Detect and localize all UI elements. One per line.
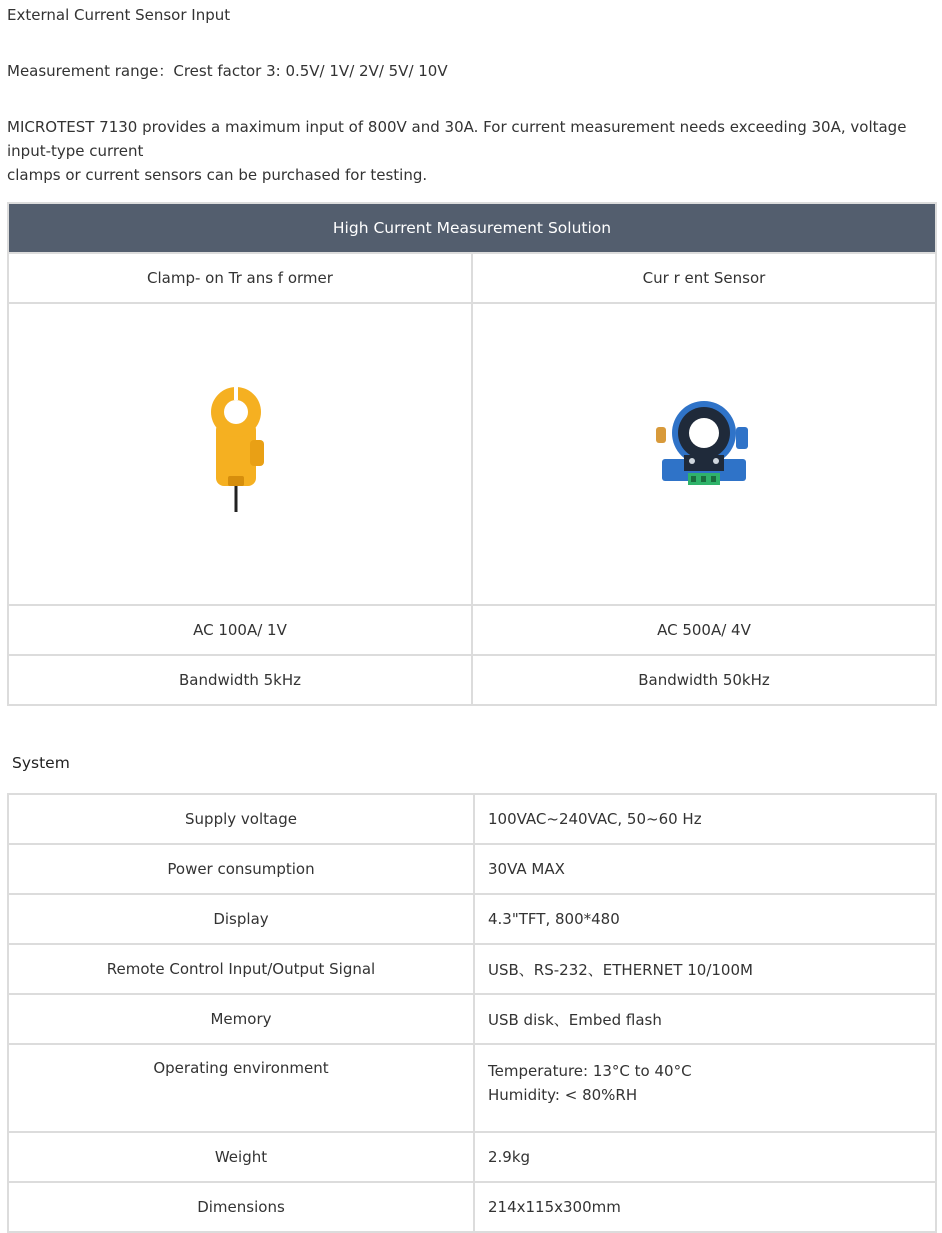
spec-value: 214x115x300mm bbox=[474, 1182, 936, 1232]
spec-key: Display bbox=[8, 894, 474, 944]
spec-row-remote-control bbox=[8, 944, 936, 994]
high-current-header: High Current Measurement Solution bbox=[8, 203, 936, 253]
sensor-spec-cell: AC 500A/ 4V bbox=[472, 605, 936, 655]
spec-row-memory bbox=[8, 994, 936, 1044]
clamp-image-cell bbox=[8, 303, 472, 605]
measurement-range: Measurement range：Crest factor 3: 0.5V/ 1V/ 2V/ 5V/ 10V bbox=[7, 62, 448, 80]
clamp-spec-cell: AC 100A/ 1V bbox=[8, 605, 472, 655]
description bbox=[7, 115, 927, 187]
spec-row-dimensions bbox=[8, 1182, 936, 1232]
spec-value: 30VA MAX bbox=[474, 844, 936, 894]
description-line-2: input-type current bbox=[7, 142, 144, 160]
clamp-transformer-image bbox=[200, 382, 280, 522]
clamp-bandwidth-cell: Bandwidth 5kHz bbox=[8, 655, 472, 705]
spec-key: Power consumption bbox=[8, 844, 474, 894]
spec-key: Weight bbox=[8, 1132, 474, 1182]
sensor-bandwidth-cell: Bandwidth 50kHz bbox=[472, 655, 936, 705]
spec-value bbox=[474, 1044, 936, 1132]
clamp-name-cell: Clamp- on Tr ans f ormer bbox=[8, 253, 472, 303]
current-sensor-image bbox=[654, 397, 754, 507]
spec-key: Operating environment bbox=[8, 1044, 474, 1132]
system-spec-table bbox=[7, 793, 937, 1233]
spec-row-supply-voltage bbox=[8, 794, 936, 844]
spec-key: Dimensions bbox=[8, 1182, 474, 1232]
spec-value: 4.3"TFT, 800*480 bbox=[474, 894, 936, 944]
sensor-name-cell: Cur r ent Sensor bbox=[472, 253, 936, 303]
description-line-3: clamps or current sensors can be purchased for testing. bbox=[7, 166, 428, 184]
spec-row-operating-environment bbox=[8, 1044, 936, 1132]
spec-row-power-consumption bbox=[8, 844, 936, 894]
spec-value: 100VAC~240VAC, 50~60 Hz bbox=[474, 794, 936, 844]
spec-key: Remote Control Input/Output Signal bbox=[8, 944, 474, 994]
spec-value-temperature: Temperature: 13°C to 40°C bbox=[488, 1062, 692, 1080]
spec-row-weight bbox=[8, 1132, 936, 1182]
spec-value: USB、RS-232、ETHERNET 10/100M bbox=[474, 944, 936, 994]
spec-value: 2.9kg bbox=[474, 1132, 936, 1182]
system-heading: System bbox=[12, 754, 70, 772]
description-line-1: MICROTEST 7130 provides a maximum input of 800V and 30A. For current measurement needs exceeding 30A, voltage bbox=[7, 118, 907, 136]
spec-key: Memory bbox=[8, 994, 474, 1044]
high-current-table bbox=[7, 202, 937, 706]
spec-key: Supply voltage bbox=[8, 794, 474, 844]
spec-row-display bbox=[8, 894, 936, 944]
section-title: External Current Sensor Input bbox=[7, 6, 231, 24]
spec-value-humidity: Humidity: < 80%RH bbox=[488, 1086, 638, 1104]
spec-value: USB disk、Embed flash bbox=[474, 994, 936, 1044]
sensor-image-cell bbox=[472, 303, 936, 605]
